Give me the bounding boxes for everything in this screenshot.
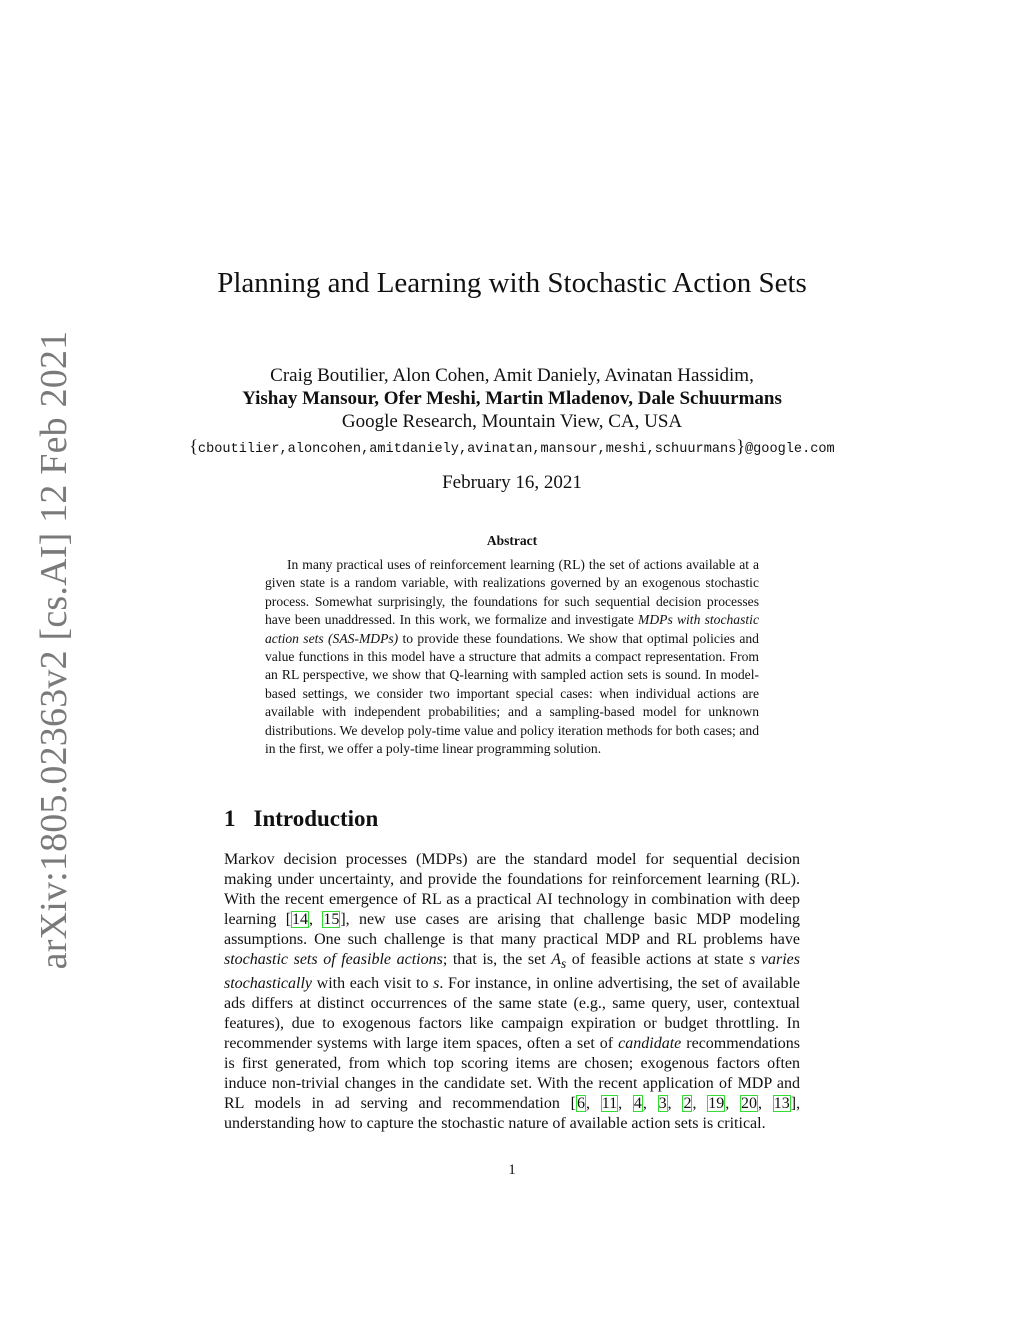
intro-text-3: ; that is, the set	[442, 951, 552, 968]
abstract-text-part-1: In many practical uses of reinforcement learning (RL) the set of actions available at a given state is a random variable, with realizations governed by an exogenous stochastic process. Somewhat surprisingly, the foundations for such sequential decision processes have been unaddressed. In this work, we formalize and investigate	[265, 557, 759, 628]
abstract-heading: Abstract	[486, 533, 538, 548]
intro-emphasis-2: varies stochastically	[224, 951, 800, 993]
citation-separator: ,	[585, 1095, 601, 1113]
section-heading-introduction	[224, 806, 378, 832]
intro-text-6: . For instance, in online advertising, the set of available ads differs at distinct occurrences of the same state (e.g., same query, user, contextual features), due to exogenous factors like campaign expiration or budget throttling. In recommender systems with large item spaces, often a set of	[224, 975, 800, 1053]
math-subscript-s: s	[561, 956, 567, 972]
author-emails	[130, 437, 894, 459]
author-line-2: Yishay Mansour, Ofer Meshi, Martin Mladenov, Dale Schuurmans	[242, 388, 782, 409]
intro-text-8: ], understanding how to capture the stochastic nature of available action sets is critical.	[224, 1095, 801, 1133]
intro-text-4: of feasible actions at state	[566, 951, 750, 968]
citation-link[interactable]: 3	[658, 1095, 667, 1113]
intro-emphasis-1: stochastic sets of feasible actions	[224, 951, 443, 968]
citation-separator: ,	[725, 1095, 740, 1113]
citation-link[interactable]: 15	[323, 911, 340, 928]
citation-separator: ,	[618, 1095, 633, 1113]
citation-link[interactable]: 19	[708, 1095, 725, 1113]
abstract-emphasis: MDPs with stochastic action sets (SAS-MDPs)	[265, 612, 759, 646]
intro-emphasis-3: candidate	[618, 1035, 682, 1053]
introduction-paragraph	[224, 850, 800, 1134]
citation-link[interactable]: 6	[576, 1095, 585, 1113]
intro-text-1: Markov decision processes (MDPs) are the standard model for sequential decision making under uncertainty, and provide the foundations for reinforcement learning (RL). With the recent emergence of RL as a practical AI technology in combination with deep learning [	[224, 851, 800, 928]
intro-text-5: with each visit to	[311, 975, 434, 993]
author-block	[220, 364, 804, 433]
publication-date: February 16, 2021	[442, 472, 582, 493]
citation-link[interactable]: 11	[601, 1095, 618, 1113]
arxiv-identifier: arXiv:1805.02363v2 [cs.AI] 12 Feb 2021	[33, 330, 75, 970]
citation-link[interactable]: 20	[740, 1095, 757, 1113]
section-number: 1	[224, 806, 236, 831]
paper-title: Planning and Learning with Stochastic Action Sets	[217, 267, 807, 299]
citation-link[interactable]: 13	[773, 1095, 790, 1113]
math-symbol-s: s	[749, 951, 756, 968]
author-line-1: Craig Boutilier, Alon Cohen, Amit Daniely, Avinatan Hassidim,	[270, 365, 754, 386]
citation-link[interactable]: 2	[683, 1095, 692, 1113]
citation-separator: ,	[642, 1095, 658, 1113]
affiliation: Google Research, Mountain View, CA, USA	[341, 411, 683, 432]
email-usernames: cboutilier,aloncohen,amitdaniely,avinatan,mansour,meshi,schuurmans	[197, 442, 737, 457]
email-open-brace: {	[189, 436, 198, 456]
citation-separator: ,	[309, 911, 323, 928]
citation-link[interactable]: 14	[292, 911, 309, 928]
citation-link[interactable]: 4	[633, 1095, 642, 1113]
intro-text-7: recommendations is first generated, from which top scoring items are chosen; exogenous factors often induce non-trivial changes in the candidate set. With the recent application of MDP and RL models in ad serving and recommendation [	[224, 1035, 801, 1113]
section-title: Introduction	[253, 806, 379, 831]
email-domain: @google.com	[744, 442, 835, 457]
math-symbol-A: A	[551, 951, 562, 968]
math-symbol-s: s	[433, 975, 440, 993]
abstract-text-part-2: to provide these foundations. We show that optimal policies and value functions in this model have a structure that admits a compact representation. From an RL perspective, we show that Q-learning with sampled action sets is sound. In model-based settings, we consider two important special cases: when individual actions are available with independent probabilities; and a sampling-based model for unknown distributions. We develop poly-time value and policy iteration methods for both cases; and in the first, we offer a poly-time linear programming solution.	[265, 630, 759, 757]
abstract-text	[265, 556, 759, 758]
citation-separator: ,	[757, 1095, 773, 1113]
citation-separator: ,	[692, 1095, 708, 1113]
page-number: 1	[508, 1162, 516, 1178]
email-close-brace: }	[736, 436, 745, 456]
citation-separator: ,	[667, 1095, 683, 1113]
intro-text-2: ], new use cases are arising that challenge basic MDP modeling assumptions. One such challenge is that many practical MDP and RL problems have	[224, 911, 801, 948]
